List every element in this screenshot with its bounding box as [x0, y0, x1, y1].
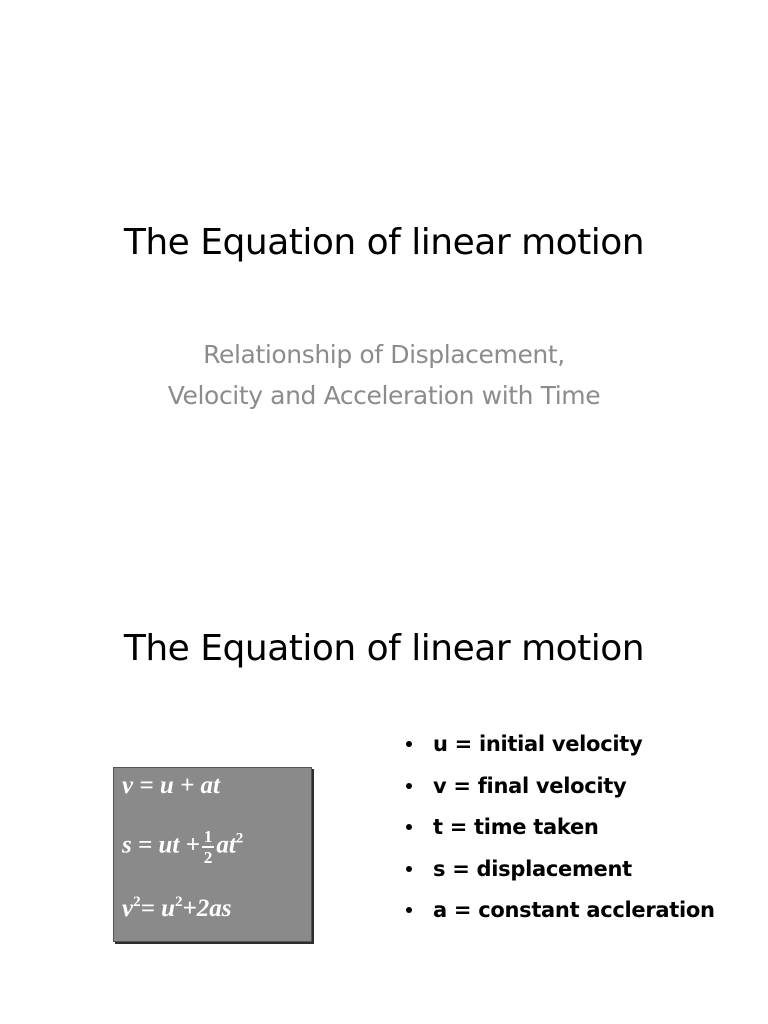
slide-title: The Equation of linear motion [123, 222, 645, 263]
fraction-denominator: 2 [203, 848, 213, 867]
equation-displacement [122, 828, 243, 866]
bullet-icon [406, 783, 412, 789]
variable-list [405, 732, 715, 946]
list-item-text: u = initial velocity [433, 732, 643, 756]
list-item-text: a = constant accleration [433, 898, 715, 922]
bullet-icon [406, 824, 412, 830]
bullet-icon [406, 741, 412, 747]
equation-power: 2 [235, 830, 244, 847]
equation-tail: +2as [182, 895, 232, 922]
equation-v: v [122, 895, 134, 922]
equation-u-power: 2 [175, 894, 183, 910]
subtitle-line-1: Relationship of Displacement, [203, 340, 565, 369]
equation-velocity-squared [122, 894, 232, 923]
slide-subtitle [0, 334, 768, 416]
list-item-text: t = time taken [433, 815, 599, 839]
subtitle-line-2: Velocity and Acceleration with Time [167, 381, 601, 410]
list-item [405, 898, 715, 946]
bullet-icon [406, 907, 412, 913]
equations-image [113, 767, 312, 942]
bullet-icon [406, 866, 412, 872]
list-item-text: v = final velocity [433, 773, 627, 798]
equation-mid: = u [140, 895, 176, 922]
equation-term: at [216, 831, 236, 859]
fraction-numerator: 1 [203, 827, 213, 846]
equation-lhs: s = ut + [122, 831, 200, 859]
list-item-text: s = displacement [433, 856, 632, 881]
equation-velocity: v = u + at [122, 772, 220, 799]
fraction [202, 828, 215, 866]
slide-title: The Equation of linear motion [123, 628, 645, 669]
equations-slide [0, 520, 768, 1024]
equation-v-power: 2 [133, 894, 141, 910]
